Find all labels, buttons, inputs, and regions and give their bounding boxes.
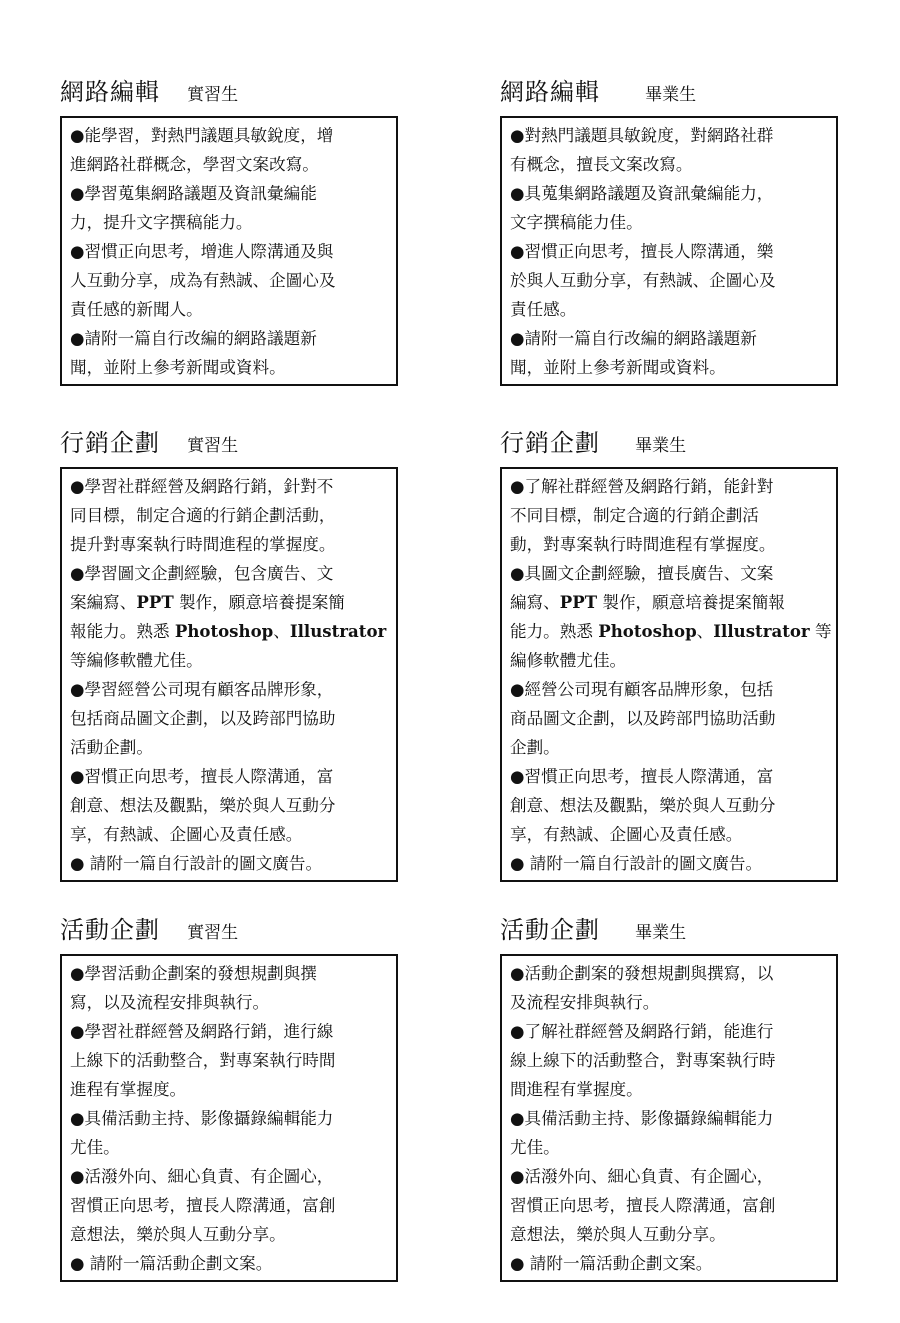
section-heading	[500, 423, 838, 457]
job-type: 實習生	[187, 85, 239, 105]
section-marketing-graduate	[500, 423, 838, 882]
requirement-line: ●學習社群經營及網路行銷，進行線	[70, 1022, 334, 1041]
requirement-line: 提升對專案執行時間進程的掌握度。	[70, 535, 336, 554]
requirement-line: 責任感。	[510, 300, 577, 319]
requirement-line: ●具備活動主持、影像攝錄編輯能力	[510, 1109, 774, 1128]
job-type: 畢業生	[635, 923, 687, 943]
requirement-line: ● 請附一篇自行設計的圖文廣告。	[70, 854, 323, 873]
job-title: 活動企劃	[60, 916, 160, 944]
requirement-line: 上線下的活動整合，對專案執行時間	[70, 1051, 336, 1070]
requirement-line: 尤佳。	[70, 1138, 120, 1157]
requirement-line: 人互動分享，成為有熱誠、企圖心及	[70, 271, 336, 290]
job-title: 行銷企劃	[500, 429, 600, 457]
job-title: 活動企劃	[500, 916, 600, 944]
requirement-line: 間進程有掌握度。	[510, 1080, 643, 1099]
job-type: 畢業生	[635, 436, 687, 456]
section-web-editor-intern	[60, 72, 398, 386]
requirement-line: ●學習蒐集網路議題及資訊彙編能	[70, 184, 317, 203]
requirement-line: 商品圖文企劃，以及跨部門協助活動	[510, 709, 776, 728]
requirement-line: 同目標，制定合適的行銷企劃活動，	[70, 506, 336, 525]
requirement-line: ●具圖文企劃經驗，擅長廣告、文案	[510, 564, 774, 583]
requirement-line: 聞，並附上參考新聞或資料。	[70, 358, 286, 377]
requirement-line: 線上線下的活動整合，對專案執行時	[510, 1051, 776, 1070]
requirements-box	[60, 954, 398, 1282]
requirement-line: 編修軟體尤佳。	[510, 651, 627, 670]
requirements-box	[500, 467, 838, 882]
requirement-line: ● 請附一篇活動企劃文案。	[510, 1254, 713, 1273]
requirement-line: ●習慣正向思考，擅長人際溝通，富	[510, 767, 774, 786]
requirement-line: ●能學習，對熱門議題具敏銳度，增	[70, 126, 334, 145]
requirement-line: ●活潑外向、細心負責、有企圖心，	[510, 1167, 774, 1186]
requirement-line: 享，有熱誠、企圖心及責任感。	[510, 825, 743, 844]
requirement-line: 進網路社群概念，學習文案改寫。	[70, 155, 319, 174]
section-heading	[500, 72, 838, 106]
job-title: 網路編輯	[500, 78, 600, 106]
requirement-line: 責任感的新聞人。	[70, 300, 203, 319]
requirement-line: 進程有掌握度。	[70, 1080, 187, 1099]
requirement-line: ●具備活動主持、影像攝錄編輯能力	[70, 1109, 334, 1128]
requirement-line: ●習慣正向思考，擅長人際溝通，樂	[510, 242, 774, 261]
requirement-line: ● 請附一篇自行設計的圖文廣告。	[510, 854, 763, 873]
requirement-line: 能力。熟悉 Photoshop、Illustrator 等	[510, 621, 832, 641]
requirement-line: ●學習社群經營及網路行銷，針對不	[70, 477, 334, 496]
section-event-intern	[60, 910, 398, 1282]
requirement-line: ●請附一篇自行改編的網路議題新	[510, 329, 757, 348]
requirements-box	[500, 954, 838, 1282]
requirement-line: ●了解社群經營及網路行銷，能針對	[510, 477, 774, 496]
requirement-line: ●請附一篇自行改編的網路議題新	[70, 329, 317, 348]
requirement-line: 活動企劃。	[70, 738, 153, 757]
requirement-line: ●活動企劃案的發想規劃與撰寫，以	[510, 964, 774, 983]
requirement-line: 企劃。	[510, 738, 560, 757]
requirement-line: ● 請附一篇活動企劃文案。	[70, 1254, 273, 1273]
requirement-line: 寫，以及流程安排與執行。	[70, 993, 270, 1012]
requirement-line: 創意、想法及觀點，樂於與人互動分	[70, 796, 336, 815]
section-heading	[60, 423, 398, 457]
section-event-graduate	[500, 910, 838, 1282]
section-marketing-intern	[60, 423, 398, 882]
job-title: 行銷企劃	[60, 429, 160, 457]
requirement-line: ●習慣正向思考，增進人際溝通及與	[70, 242, 334, 261]
requirement-line: 不同目標，制定合適的行銷企劃活	[510, 506, 759, 525]
requirement-line: 案編寫、PPT 製作，願意培養提案簡	[70, 592, 345, 612]
requirements-box	[60, 467, 398, 882]
requirement-line: 聞，並附上參考新聞或資料。	[510, 358, 726, 377]
requirement-line: ●對熱門議題具敏銳度，對網路社群	[510, 126, 774, 145]
requirement-line: 創意、想法及觀點，樂於與人互動分	[510, 796, 776, 815]
requirement-line: ●學習經營公司現有顧客品牌形象，	[70, 680, 334, 699]
requirement-line: 力，提升文字撰稿能力。	[70, 213, 253, 232]
requirement-line: 意想法，樂於與人互動分享。	[510, 1225, 726, 1244]
requirement-line: 意想法，樂於與人互動分享。	[70, 1225, 286, 1244]
requirement-line: ●具蒐集網路議題及資訊彙編能力，	[510, 184, 774, 203]
job-type: 畢業生	[645, 85, 697, 105]
requirement-line: ●了解社群經營及網路行銷，能進行	[510, 1022, 774, 1041]
job-type: 實習生	[187, 436, 239, 456]
requirement-line: 包括商品圖文企劃，以及跨部門協助	[70, 709, 336, 728]
requirement-line: 尤佳。	[510, 1138, 560, 1157]
requirement-line: 習慣正向思考，擅長人際溝通，富創	[70, 1196, 336, 1215]
requirement-line: 習慣正向思考，擅長人際溝通，富創	[510, 1196, 776, 1215]
requirement-line: 編寫、PPT 製作，願意培養提案簡報	[510, 592, 785, 612]
requirements-box	[500, 116, 838, 386]
requirement-line: ●經營公司現有顧客品牌形象，包括	[510, 680, 774, 699]
requirement-line: 等編修軟體尤佳。	[70, 651, 203, 670]
requirement-line: 享，有熱誠、企圖心及責任感。	[70, 825, 303, 844]
requirement-line: ●學習活動企劃案的發想規劃與撰	[70, 964, 317, 983]
section-heading	[500, 910, 838, 944]
requirement-line: 文字撰稿能力佳。	[510, 213, 643, 232]
requirement-line: 有概念，擅長文案改寫。	[510, 155, 693, 174]
requirement-line: 於與人互動分享，有熱誠、企圖心及	[510, 271, 776, 290]
section-web-editor-graduate	[500, 72, 838, 386]
section-heading	[60, 910, 398, 944]
requirement-line: ●學習圖文企劃經驗，包含廣告、文	[70, 564, 334, 583]
job-title: 網路編輯	[60, 78, 160, 106]
requirement-line: 及流程安排與執行。	[510, 993, 660, 1012]
requirement-line: ●習慣正向思考，擅長人際溝通，富	[70, 767, 334, 786]
requirement-line: 報能力。熟悉 Photoshop、Illustrator	[70, 621, 387, 641]
section-heading	[60, 72, 398, 106]
job-type: 實習生	[187, 923, 239, 943]
requirement-line: ●活潑外向、細心負責、有企圖心，	[70, 1167, 334, 1186]
requirements-box	[60, 116, 398, 386]
requirement-line: 動，對專案執行時間進程有掌握度。	[510, 535, 776, 554]
